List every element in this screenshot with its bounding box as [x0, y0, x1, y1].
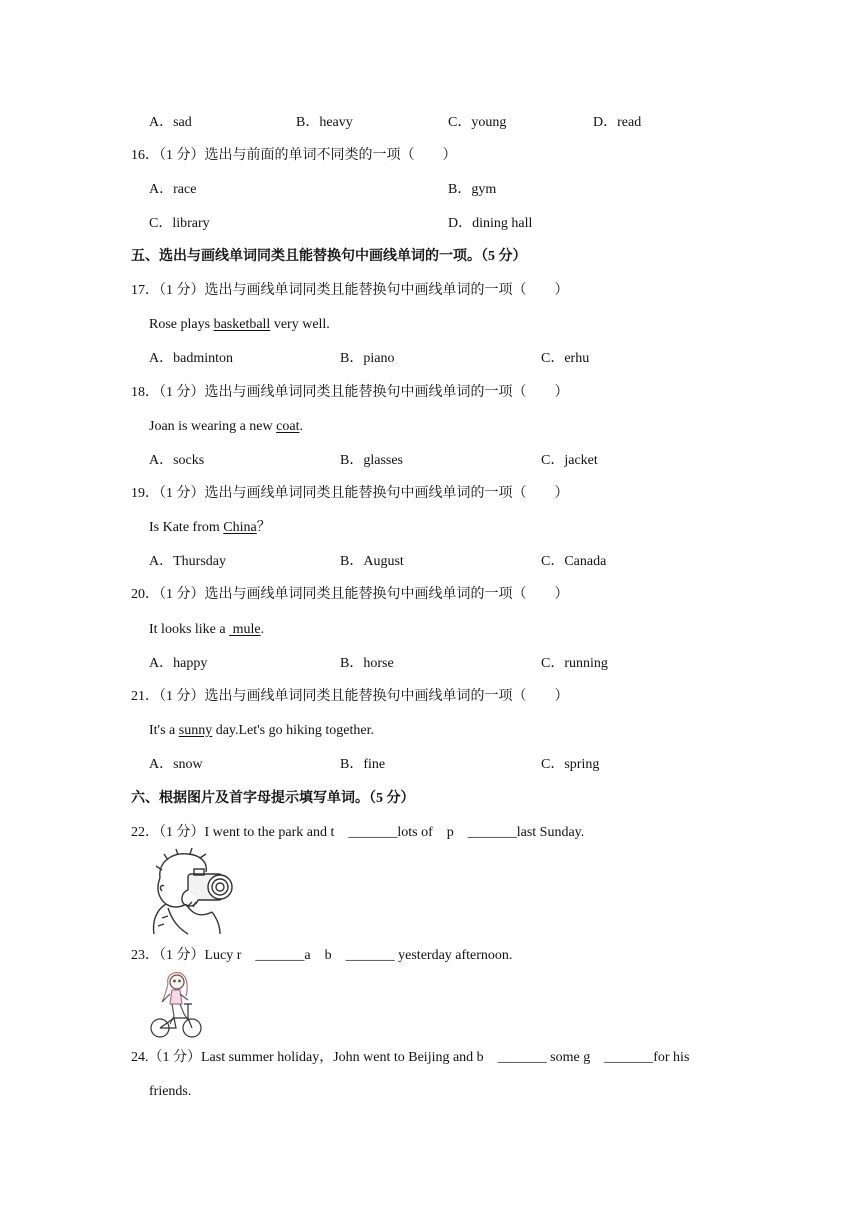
q16-stem: 16．（1 分）选出与前面的单词不同类的一项（ ） — [131, 148, 457, 163]
section-5-heading: 五、选出与画线单词同类且能替换句中画线单词的一项。（5 分） — [131, 249, 527, 264]
q15-option-c[interactable]: C．young — [448, 115, 507, 130]
q21-option-c[interactable]: C．spring — [541, 757, 600, 772]
q20-option-a[interactable]: A．happy — [149, 656, 208, 671]
q21-stem: 21．（1 分）选出与画线单词同类且能替换句中画线单词的一项（ ） — [131, 689, 569, 704]
q15-option-a[interactable]: A．sad — [149, 115, 192, 130]
q16-option-c[interactable]: C．library — [149, 216, 210, 231]
q17-option-c[interactable]: C．erhu — [541, 351, 590, 366]
section-6-heading: 六、根据图片及首字母提示填写单词。（5 分） — [131, 791, 415, 806]
q20-underlined-word: mule — [229, 622, 261, 637]
q24-text: 24.（1 分）Last summer holiday，John went to Beijing and b _______ some g _______for his — [131, 1050, 690, 1065]
q16-option-a[interactable]: A．race — [149, 182, 197, 197]
q17-option-b[interactable]: B．piano — [340, 351, 395, 366]
q19-option-b[interactable]: B．August — [340, 554, 404, 569]
q17-stem: 17．（1 分）选出与画线单词同类且能替换句中画线单词的一项（ ） — [131, 283, 569, 298]
q18-stem: 18．（1 分）选出与画线单词同类且能替换句中画线单词的一项（ ） — [131, 385, 569, 400]
q21-option-b[interactable]: B．fine — [340, 757, 386, 772]
q20-stem: 20．（1 分）选出与画线单词同类且能替换句中画线单词的一项（ ） — [131, 587, 569, 602]
q20-option-b[interactable]: B．horse — [340, 656, 394, 671]
q18-option-a[interactable]: A．socks — [149, 453, 205, 468]
q19-underlined-word: China — [223, 520, 257, 535]
q18-option-b[interactable]: B．glasses — [340, 453, 403, 468]
q24-text-continued: friends. — [149, 1084, 192, 1099]
q18-sentence: Joan is wearing a new coat. — [149, 419, 303, 434]
photographer-image — [148, 848, 236, 936]
q19-sentence: Is Kate from China？ — [149, 520, 271, 535]
q22-text: 22．（1 分）I went to the park and t _______lots of p _______last Sunday. — [131, 825, 585, 840]
q20-sentence: It looks like a mule. — [149, 622, 265, 637]
q16-option-d[interactable]: D．dining hall — [448, 216, 533, 231]
q15-option-d[interactable]: D．read — [593, 115, 642, 130]
q20-option-c[interactable]: C．running — [541, 656, 608, 671]
q21-underlined-word: sunny — [178, 723, 213, 738]
q18-option-c[interactable]: C．jacket — [541, 453, 598, 468]
girl-riding-bike-image — [148, 968, 204, 1040]
q19-option-c[interactable]: C．Canada — [541, 554, 607, 569]
q17-sentence: Rose plays basketball very well. — [149, 317, 330, 332]
q15-option-b[interactable]: B．heavy — [296, 115, 353, 130]
q23-text: 23．（1 分）Lucy r _______a b _______ yesterday afternoon. — [131, 948, 513, 963]
q19-stem: 19．（1 分）选出与画线单词同类且能替换句中画线单词的一项（ ） — [131, 486, 569, 501]
q18-underlined-word: coat — [276, 419, 300, 434]
q17-option-a[interactable]: A．badminton — [149, 351, 233, 366]
q19-option-a[interactable]: A．Thursday — [149, 554, 226, 569]
q16-option-b[interactable]: B．gym — [448, 182, 497, 197]
q21-option-a[interactable]: A．snow — [149, 757, 203, 772]
q21-sentence: It's a sunny day.Let's go hiking together. — [149, 723, 375, 738]
q17-underlined-word: basketball — [213, 317, 271, 332]
